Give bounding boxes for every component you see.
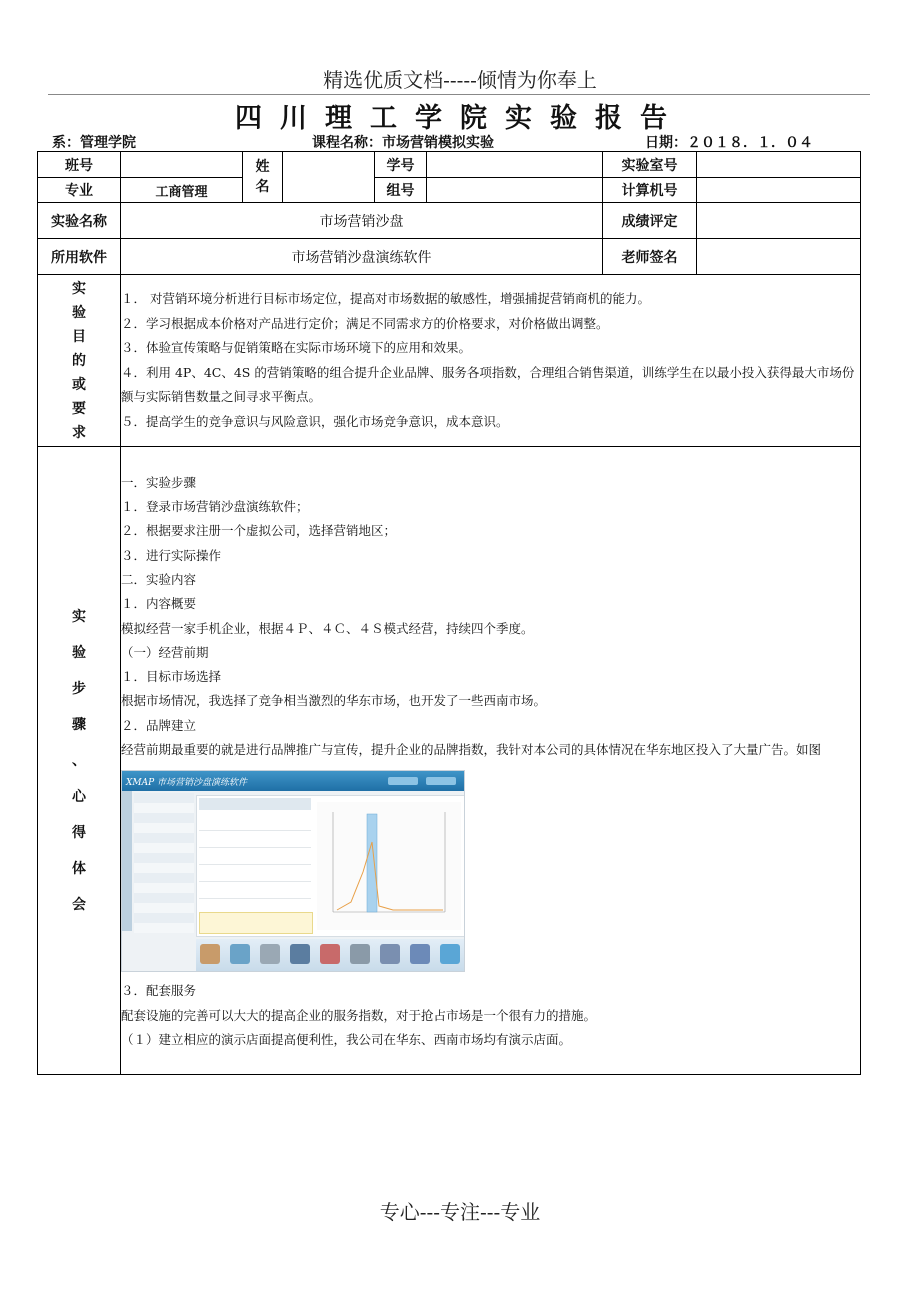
objectives-label-text [38, 277, 120, 445]
steps-label [38, 447, 121, 1075]
objectives-label [38, 275, 121, 447]
step-line: ２．根据要求注册一个虚拟公司，选择营销地区； [121, 523, 397, 539]
objectives-content [121, 275, 861, 447]
vertical-char: 体 [72, 860, 86, 877]
vertical-char: 求 [72, 424, 86, 441]
chart-line [337, 842, 443, 910]
department: 系：管理学院 [52, 135, 136, 151]
vertical-char: 要 [72, 400, 86, 417]
footer-banner: 专心---专注---专业 [379, 1200, 541, 1224]
objective-item: ３．体验宣传策略与促销策略在实际市场环境下的应用和效果。 [121, 340, 472, 355]
step-line: 二．实验内容 [121, 571, 197, 587]
computer-label: 计算机号 [603, 178, 697, 203]
step-line: 一．实验步骤 [121, 474, 197, 490]
vertical-char: 实 [72, 280, 86, 297]
experiment-name-label: 实验名称 [38, 203, 121, 239]
screenshot-row [199, 831, 311, 848]
software-screenshot [121, 770, 465, 972]
screenshot-row [199, 865, 311, 882]
steps-label-text [38, 605, 120, 917]
finance-icon [440, 944, 460, 964]
screenshot-row [199, 814, 311, 831]
product-icon [200, 944, 220, 964]
screenshot-toolbar [196, 939, 464, 971]
vertical-char: 或 [72, 376, 86, 393]
report-icon [410, 944, 430, 964]
step-line: ２．品牌建立 [121, 717, 197, 733]
teacher-label: 老师签名 [603, 239, 697, 275]
step-line: ３．进行实际操作 [121, 547, 222, 563]
market-icon [230, 944, 250, 964]
vertical-char: 验 [72, 644, 86, 661]
vertical-char: 骤 [72, 716, 86, 733]
student-id-label: 学号 [375, 152, 427, 178]
screenshot-grid-panel [134, 793, 194, 933]
report-date: 日期：２０１８．１．０４ [645, 135, 813, 151]
step-line: １．目标市场选择 [121, 669, 222, 685]
teacher-signature[interactable] [697, 239, 861, 275]
screenshot-chart-svg [317, 802, 461, 930]
vertical-char: 的 [72, 352, 86, 369]
screenshot-main-panel [196, 795, 465, 937]
header-banner: 精选优质文档-----倾情为你奉上 [323, 68, 597, 92]
screenshot-table-header [199, 798, 311, 810]
tools-icon [260, 944, 280, 964]
step-line: 模拟经营一家手机企业，根据４Ｐ、４Ｃ、４Ｓ模式经营，持续四个季度。 [121, 620, 534, 636]
step-line: ３．配套服务 [121, 983, 197, 999]
screenshot-titlebar [122, 771, 464, 791]
chart-bar [367, 814, 377, 912]
group-value[interactable] [427, 178, 603, 203]
screenshot-tip-box [199, 912, 313, 934]
objective-item: ５．提高学生的竞争意识与风险意识，强化市场竞争意识，成本意识。 [121, 413, 509, 429]
step-line: 经营前期最重要的就是进行品牌推广与宣传，提升企业的品牌指数，我针对本公司的具体情况在华东地区投入了大量广告。如图 [121, 742, 822, 758]
objective-item: ２．学习根据成本价格对产品进行定价；满足不同需求方的价格要求，对价格做出调整。 [121, 315, 609, 331]
software-value: 市场营销沙盘演练软件 [121, 239, 603, 275]
course-name: 课程名称：市场营销模拟实验 [312, 135, 494, 151]
staff-icon [290, 944, 310, 964]
software-label: 所用软件 [38, 239, 121, 275]
grade-label: 成绩评定 [603, 203, 697, 239]
vertical-char: 实 [72, 608, 86, 625]
vertical-char: 心 [72, 788, 86, 805]
vertical-char: 目 [72, 328, 86, 345]
step-line: （１）建立相应的演示店面提高便利性，我公司在华东、西南市场均有演示店面。 [121, 1031, 572, 1047]
grade-value[interactable] [697, 203, 861, 239]
screenshot-sidebar [122, 791, 132, 931]
objective-item: ４．利用 4P、4C、4S 的营销策略的组合提升企业品牌、服务各项指数，合理组合销售渠道，训练学生在以最小投入获得最大市场份额与实际销售数量之间寻求平衡点。 [121, 364, 855, 404]
vertical-char: 会 [72, 896, 86, 913]
class-value[interactable] [121, 152, 243, 178]
store-icon [380, 944, 400, 964]
step-line: 配套设施的完善可以大大的提高企业的服务指数，对于抢占市场是一个很有力的措施。 [121, 1007, 597, 1023]
lab-room-value[interactable] [697, 152, 861, 178]
vertical-char: 、 [72, 752, 86, 769]
vertical-char: 步 [72, 680, 86, 697]
header-rule [48, 94, 870, 95]
mail-icon [388, 777, 418, 785]
report-table [37, 151, 861, 1075]
name-value[interactable] [283, 152, 375, 203]
major-value: 工商管理 [121, 178, 243, 203]
experiment-name-value: 市场营销沙盘 [121, 203, 603, 239]
class-label: 班号 [38, 152, 121, 178]
lab-room-label: 实验室号 [603, 152, 697, 178]
service-icon [350, 944, 370, 964]
steps-content [121, 447, 861, 1075]
computer-value[interactable] [697, 178, 861, 203]
step-line: １．登录市场营销沙盘演练软件； [121, 499, 309, 515]
objective-item: １． 对营销环境分析进行目标市场定位，提高对市场数据的敏感性，增强捕捉营销商机的能力。 [121, 291, 650, 306]
report-title: 四川理工学院实验报告 [235, 103, 685, 134]
help-icon [426, 777, 456, 785]
screenshot-chart [317, 802, 461, 930]
ads-icon [320, 944, 340, 964]
vertical-char: 验 [72, 304, 86, 321]
screenshot-app-title: XMAP 市场营销沙盘演练软件 [126, 778, 248, 789]
step-line: １．内容概要 [121, 596, 197, 612]
major-label: 专业 [38, 178, 121, 203]
screenshot-row [199, 882, 311, 899]
step-line: （一）经营前期 [121, 644, 209, 660]
name-label: 姓名 [243, 152, 283, 203]
student-id-value[interactable] [427, 152, 603, 178]
step-line: 根据市场情况，我选择了竞争相当激烈的华东市场，也开发了一些西南市场。 [121, 693, 547, 709]
group-label: 组号 [375, 178, 427, 203]
screenshot-row [199, 848, 311, 865]
vertical-char: 得 [72, 824, 86, 841]
